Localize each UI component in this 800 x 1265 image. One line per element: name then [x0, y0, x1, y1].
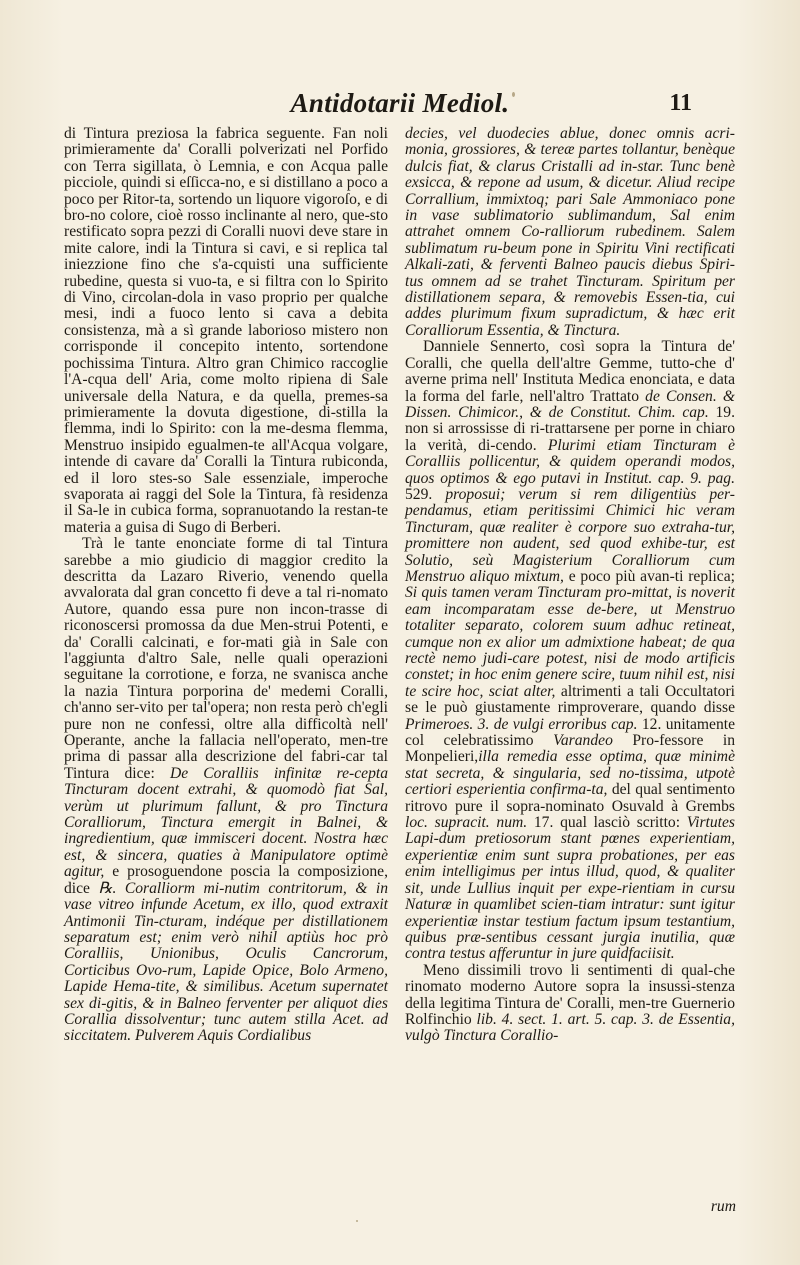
citation: de Consen. & Dissen. Chimicor., & de Constitut. Chim. cap.	[405, 387, 735, 421]
latin-quote: proposui; verum si rem diligentiùs per-pendamus, etiam peritissimi Chimici hic veram Tincturam, quæ realiter è corpore suo extraha-tur, promittere non audent, sed quod exhibe-tur, est Solutio, seù Magisterium Coralliorum cum Menstruo aliquo mixtum,	[405, 485, 735, 585]
right-column	[405, 126, 735, 1045]
text-run: del qual sentimento ritrovo pure il sopra-nominato Osuvald à Grembs	[405, 781, 735, 815]
paragraph	[405, 339, 735, 962]
latin-quote: Plurimi etiam Tincturam è Coralliis pollicentur, & quidem operandi modos, quos optimos & ego putavi in Institut. cap. 9. pag.	[405, 436, 735, 487]
latin-quote: Virtutes Lapi-dum pretiosorum stant pœnes experientiam, experientiæ enim sunt supra probationes, per eas enim intelligimus per intus illud, quod, & qualiter sit, unde Lullius inquit per expe-rientiam in cursu Naturæ in quamlibet scien-tiam intratur: sunt igitur experientiæ instar testium factum ipsum testantium, quibus præ-sentibus cessant jurgia inutilia, quæ contra testus afferuntur in jure quidfaciisit.	[405, 814, 735, 963]
latin-quote: ℞. Coralliorm mi-nutim contritorum, & in vase vitreo infunde Acetum, ex illo, quod extraxit Antimonii Tin-cturam, indéque per distillationem separatum est; enim verò nihil aptiùs hoc prò Coralliis, Unionibus, Oculis Cancrorum, Corticibus Ovo-rum, Lapide Opice, Bolo Armeno, Lapide Hema-tite, & similibus. Acetum supernatet sex di-gitis, & in Balneo ferventer per aliquot dies Corallia dissolventur; tunc autem stilla Acet. ad siccitatem. Pulverem Aquis Cordialibus	[64, 879, 388, 1045]
paper-speck	[512, 92, 515, 97]
running-head	[0, 88, 800, 122]
text-run: Pro-fessore in Monpelieri,	[405, 732, 735, 766]
text-run: e prosoguendone poscia la composizione, dice	[64, 863, 388, 897]
paragraph	[64, 536, 388, 1045]
citation: lib. 4. sect. 1. art. 5. cap. 3. de Essentia, vulgò Tinctura Corallio-	[405, 1010, 735, 1045]
text-run: di Tintura preziosa la fabrica seguente. Fan noli primieramente da' Coralli polverizati nel Porfido con Terra sigillata, ò Lemnia, e con Acqua palle picciole, quindi si eſſicca-no, e si distillano a poco a poco per Ritor-ta, sortendo un liquore vigoroſo, e di bro-no colore, cioè rosso inclinante al nero, que-sto restificato sopra pezzi di Coralli nuovi deve stare in mite calore, indi la Tintura si cavi, e si replica tal iniezzione fino che s'a-cquisti una sufficiente rubedine, questa si vuo-ta, e si filtra con lo Spirito di Vino, circolan-dola in vaso proprio per qualche mesi, indi a fuoco lento si cava a debita consistenza, mà a sì grande laborioso mistero non corrisponde il concepito intento, sortendone pochissima Tintura. Altro gran Chimico raccoglie l'A-cqua dell' Aria, come molto ripiena di Sale universale della Natura, e da quella, premes-sa primieramente la dovuta digestione, di-stilla la flemma, indi lo Spirito: con la me-desma flemma, Menstruo insipido egualmen-te all'Acqua volgare, intende di cavare da' Coralli la Tintura rubiconda, ed il loro stes-so Sale essenziale, imperoche svaporata ai raggi del Sole la Tintura, fà residenza il Sa-le in cubica forma, sopranuotando la restan-te materia a guisa di Sugo di Berberi.	[64, 125, 388, 536]
text-run: Meno dissimili trovo li sentimenti di qual-che rinomato moderno Autore sopra la insussi-stenza della legitima Tintura de' Coralli, men-tre Guernerio Rolfinchio	[405, 961, 735, 1028]
text-run: altrimenti a tali Occultatori se le può giustamente rimproverare, quando disse	[405, 682, 735, 717]
paragraph	[405, 126, 735, 339]
citation: Primeroes. 3. de vulgi erroribus cap.	[405, 715, 638, 733]
latin-quote: Si quis tamen veram Tincturam pro-mittat, is noverit eam incomparatam esse de-bere, ut Menstruo totaliter separato, colorem suum adhuc retineat, cumque non ex alior um admixtione habeat; de qua rectè nemo judi-care potest, nisi de modo artificis constet; in hoc enim genere scire, tuum nihil est, nisi te scire hoc, sciat alter,	[405, 584, 735, 700]
paper-speck	[356, 1220, 358, 1222]
text-run: 529.	[405, 485, 433, 503]
text-run: e poco più avan-ti replica;	[568, 567, 735, 585]
latin-quote: illa remedia esse optima, quæ minimè stat secreta, & singularia, sed no-tissima, utpotè certiori esperientia confirma-ta,	[405, 748, 735, 799]
citation: Varandeo	[553, 732, 613, 750]
left-column	[64, 126, 388, 1045]
text-run: 19. non si arrossisse di ri-trattarsene per porne in chiaro la verità, di-cendo.	[405, 403, 735, 454]
text-run: 17. qual lasciò scritto:	[533, 814, 681, 832]
page-number: 11	[669, 90, 692, 116]
latin-quote: decies, vel duodecies ablue, donec omnis acri-monia, grossiores, & tereæ partes tollantur, benèque dulcis fiat, & clarus Cristalli ad in-star. Tunc benè exsicca, & repone ad usum, & dicetur. Aliud recipe Corrallium, immixtoq; pari Sale Ammoniaco pone in vase sublimatorio sublimandum, Sal enim attrahet omnem Co-ralliorum rubedinem. Salem sublimatum ru-beum pone in Spiritu Vini rectificati Alkali-zati, & ferventi Balneo paucis diebus Spiri-tus omnem ad se trahet Tincturam. Spiritum per distillationem separa, & removebis Essen-tia, cui addes plurimum fixum supradictum, & hæc erit Coralliorum Essentia, & Tinctura.	[405, 125, 735, 339]
text-run: Trà le tante enonciate forme di tal Tintura sarebbe a mio giudicio di maggior credito la descritta da Lazaro Riverio, venendo quella avvalorata dal gran concetto fi deve a tal ri-nomato Autore, quando essa pure non incon-trasse di riconoscersi promossa da due Men-strui Potenti, e da' Coralli calcinati, e for-mati già in Sale con l'aggiunta d'altro Sale, nelle quali operazioni seguitane la corrotione, e forza, ne svanisca anche la nazia Tintura porporina de' medemi Coralli, ch'anno ser-vito per tal'opera; non resta però ch'egli pure non ne confessi, oltre alla difficoltà nell' Operante, anche la fallacia nell'operato, men-tre prima di passar alla descrizione del fabri-car tal Tintura dice:	[64, 535, 388, 782]
catchword: rum	[710, 1198, 736, 1215]
latin-quote: De Coralliis infinitæ re-cepta Tincturam docent extrahi, & quomodò fiat Sal, verùm ut plurimum fallunt, & pro Tinctura Coralliorum, Tinctura emergit in Balnei, & ingredientium, quæ immisceri docent. Nostra hæc est, & sincera, quaties à Manipulatore optimè agitur,	[64, 764, 388, 881]
text-run: Danniele Sennerto, così sopra la Tintura de' Coralli, che quella dell'altre Gemme, tutto-che d' averne prima nell' Instituta Medica enonciata, e data la forma del farle, nell'altro Trattato	[405, 338, 735, 405]
paragraph	[64, 126, 388, 536]
citation: loc. supracit. num.	[405, 814, 528, 832]
paragraph	[405, 963, 735, 1045]
running-title: Antidotarii Mediol.	[290, 88, 510, 118]
text-run: 12. unitamente col celebratissimo	[405, 715, 736, 750]
